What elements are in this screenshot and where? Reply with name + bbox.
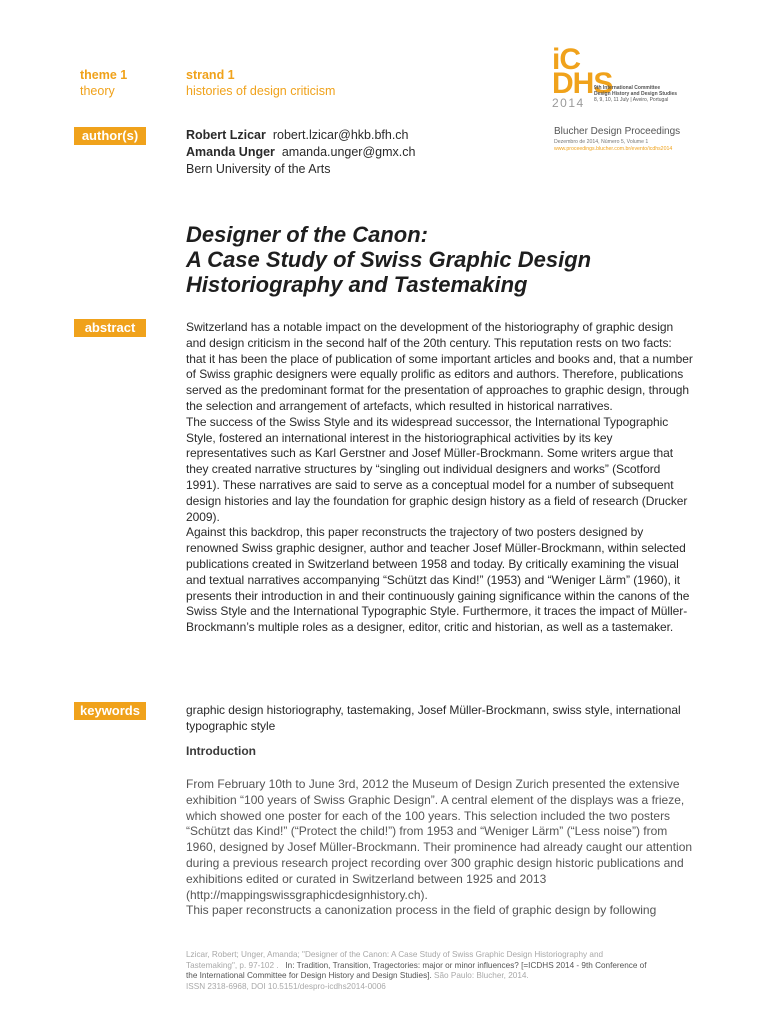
logo-conference-info: [594, 85, 704, 103]
abstract-paragraph: The success of the Swiss Style and its widespread successor, the International Typographic Style, fostered an international interest in the historiographical activities by its key representatives such as Karl Gerstner and Josef Müller-Brockmann. Some writers argue that they created narrative structures by “singling out individual designers and works” (Scotford 1991). These narratives are said to serve as a conceptual model for a number of subsequent design histories and lay the foundation for graphic design history as a field of research (Drucker 2009).: [186, 414, 688, 524]
author-2: [186, 144, 415, 161]
keywords-tag: keywords: [74, 702, 146, 720]
title-line-3: Historiography and Tastemaking: [186, 272, 528, 297]
abstract-tag: abstract: [74, 319, 146, 337]
logo-year: 2014: [552, 96, 585, 110]
logo-letters-top: iC: [552, 43, 580, 76]
author-2-name: Amanda Unger: [186, 145, 275, 159]
proceedings-url[interactable]: www.proceedings.blucher.com.br/evento/icdhs2014: [554, 145, 673, 152]
proceedings-issue: Dezembro de 2014, Número 5, Volume 1: [554, 139, 649, 145]
logo-conf-line1: 9th International Committee: [594, 85, 661, 91]
logo-letters-bottom: DHS: [552, 67, 613, 100]
logo-conf-line3: 8, 9, 10, 11 July | Aveiro, Portugal: [594, 97, 669, 103]
abstract-paragraph: Against this backdrop, this paper reconstructs the trajectory of two posters designed by renowned Swiss graphic designer, author and teacher Josef Müller-Brockmann, within selected publications created in Switzerland between 1958 and today. By critically examining the visual and textual narratives accompanying “Schützt das Kind!” (1953) and “Weniger Lärm” (1960), it presents their introduction in and their continuously gaining significance within the canons of the Swiss Style and the International Typographic Style. Furthermore, it traces the impact of Müller-Brockmann’s multiple roles as a designer, editor, critic and historian, as well as a tastemaker.: [186, 525, 690, 635]
keywords-body: [186, 703, 686, 735]
abstract-paragraph: Switzerland has a notable impact on the development of the historiography of graphic design and design criticism in the second half of the 20th century. This reputation rests on two facts: that it has been the place of publication of some important articles and books and, that a number of Swiss graphic designers were equally prolific as editors and authors. Therefore, publications served as the predominant format for the presentation of approaches to graphic design, through the selection and arrangement of artefacts, which resulted in historical narratives.: [186, 320, 693, 413]
abstract-body: [186, 320, 694, 636]
introduction-heading: Introduction: [186, 744, 256, 758]
theme-value: theory: [80, 84, 115, 98]
authors-tag: author(s): [74, 127, 146, 145]
author-2-email[interactable]: amanda.unger@gmx.ch: [281, 145, 416, 159]
title-line-2: A Case Study of Swiss Graphic Design: [186, 247, 592, 272]
keywords-text: graphic design historiography, tastemaking, Josef Müller-Brockmann, swiss style, international typographic style: [186, 703, 681, 733]
author-1: [186, 127, 415, 144]
citation-line-4: ISSN 2318-6968, DOI 10.5151/despro-icdhs2014-0006: [186, 981, 386, 991]
citation-line-2: Tastemaking", p. 97-102 . In: Tradition, Transition, Tragectories: major or minor influences? [=ICDHS 2014 - 9th Conference of: [186, 960, 647, 970]
proceedings-block: [554, 126, 734, 152]
author-1-email[interactable]: robert.lzicar@hkb.bfh.ch: [272, 128, 409, 142]
strand-label: strand 1: [186, 68, 235, 82]
introduction-paragraph: This paper reconstructs a canonization process in the field of graphic design by following: [186, 903, 657, 918]
theme-label: theme 1: [80, 68, 128, 82]
logo-conf-line2: Design History and Design Studies: [594, 91, 678, 97]
citation-footer: [186, 950, 706, 992]
paper-title: [186, 222, 706, 297]
strand-block: [186, 67, 335, 99]
citation-line-3: the International Committee for Design History and Design Studies]. São Paulo: Blucher, 2014.: [186, 971, 529, 980]
title-line-1: Designer of the Canon:: [186, 222, 429, 247]
introduction-paragraph: From February 10th to June 3rd, 2012 the Museum of Design Zurich presented the extensive exhibition “100 years of Swiss Graphic Design”. A central element of the displays was a frieze, which showed one poster for each of the 100 years. This selection included the two posters “Schützt das Kind!” (“Protect the child!”) from 1953 and “Weniger Lärm” (“Less noise”) from 1960, designed by Josef Müller-Brockmann. Their prominence had already caught our attention during a previous research project recording over 300 graphic design historic publications and exhibitions edited or curated in Switzerland between 1925 and 2013 (http://mappingswissgraphicdesignhistory.ch).: [186, 777, 693, 902]
strand-value: histories of design criticism: [186, 84, 336, 98]
proceedings-title: Blucher Design Proceedings: [554, 126, 681, 137]
introduction-body: [186, 777, 694, 919]
authors-block: [186, 127, 415, 178]
author-affiliation: Bern University of the Arts: [186, 162, 331, 176]
theme-block: [80, 67, 127, 99]
citation-line-1: Lzicar, Robert; Unger, Amanda; "Designer of the Canon: A Case Study of Swiss Graphic Design Historiography and: [186, 950, 604, 959]
author-1-name: Robert Lzicar: [186, 128, 266, 142]
